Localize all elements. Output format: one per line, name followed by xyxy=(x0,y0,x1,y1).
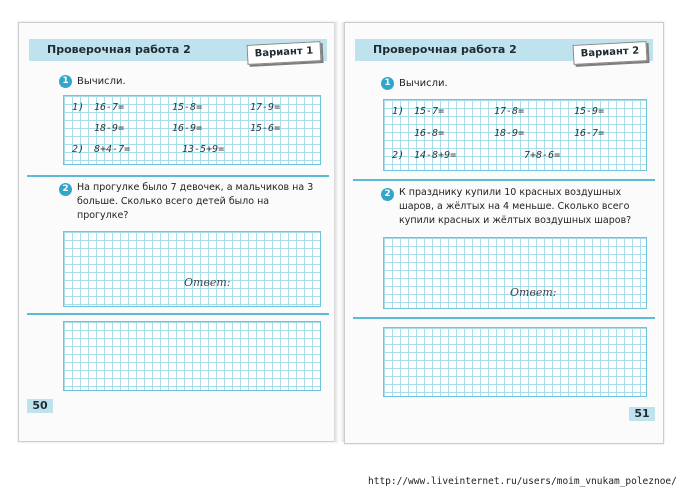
task-number-badge: 2 xyxy=(59,183,72,196)
row-prefix: 2) xyxy=(392,150,405,161)
calculation-grid xyxy=(63,95,321,165)
answer-grid xyxy=(63,231,321,307)
task-label: Вычисли. xyxy=(399,78,448,89)
left-page xyxy=(18,22,338,442)
source-url: http://www.liveinternet.ru/users/moim_vnukam_poleznoe/ xyxy=(368,476,677,487)
section-divider xyxy=(27,313,329,315)
row-prefix: 1) xyxy=(392,106,405,117)
expression: 15-6= xyxy=(250,123,281,134)
work-grid xyxy=(383,327,647,397)
variant-badge: Вариант 1 xyxy=(247,41,322,65)
answer-label: Ответ: xyxy=(184,276,231,289)
expression: 14-8+9= xyxy=(414,150,457,161)
expression: 16-7= xyxy=(574,128,605,139)
page-title: Проверочная работа 2 xyxy=(373,43,517,56)
expression: 16-9= xyxy=(172,123,203,134)
expression: 17-9= xyxy=(250,102,281,113)
expression: 16-7= xyxy=(94,102,125,113)
expression: 13-5+9= xyxy=(182,144,225,155)
row-prefix: 2) xyxy=(72,144,85,155)
expression: 18-9= xyxy=(494,128,525,139)
expression: 16-8= xyxy=(414,128,445,139)
calculation-grid xyxy=(383,99,647,171)
expression: 15-9= xyxy=(574,106,605,117)
right-page xyxy=(344,22,664,444)
answer-grid xyxy=(383,237,647,309)
row-prefix: 1) xyxy=(72,102,85,113)
expression: 17-8= xyxy=(494,106,525,117)
answer-label: Ответ: xyxy=(510,286,557,299)
variant-badge: Вариант 2 xyxy=(573,41,648,65)
expression: 15-8= xyxy=(172,102,203,113)
page-number: 50 xyxy=(27,399,53,413)
task-number-badge: 2 xyxy=(381,188,394,201)
task-text: К празднику купили 10 красных воздушных шаров, а жёлтых на 4 меньше. Сколько всего купили красных и жёлтых воздушных шаров? xyxy=(399,187,632,226)
section-divider xyxy=(353,317,655,319)
task-number-badge: 1 xyxy=(381,77,394,90)
task-text: На прогулке было 7 девочек, а мальчиков на 3 больше. Сколько всего детей было на прогулке? xyxy=(77,182,314,221)
section-divider xyxy=(27,175,329,177)
expression: 15-7= xyxy=(414,106,445,117)
work-grid xyxy=(63,321,321,391)
task-number-badge: 1 xyxy=(59,75,72,88)
section-divider xyxy=(353,179,655,181)
page-number: 51 xyxy=(629,407,655,421)
expression: 7+8-6= xyxy=(524,150,561,161)
task-label: Вычисли. xyxy=(77,76,126,87)
expression: 8+4-7= xyxy=(94,144,131,155)
page-title: Проверочная работа 2 xyxy=(47,43,191,56)
expression: 18-9= xyxy=(94,123,125,134)
